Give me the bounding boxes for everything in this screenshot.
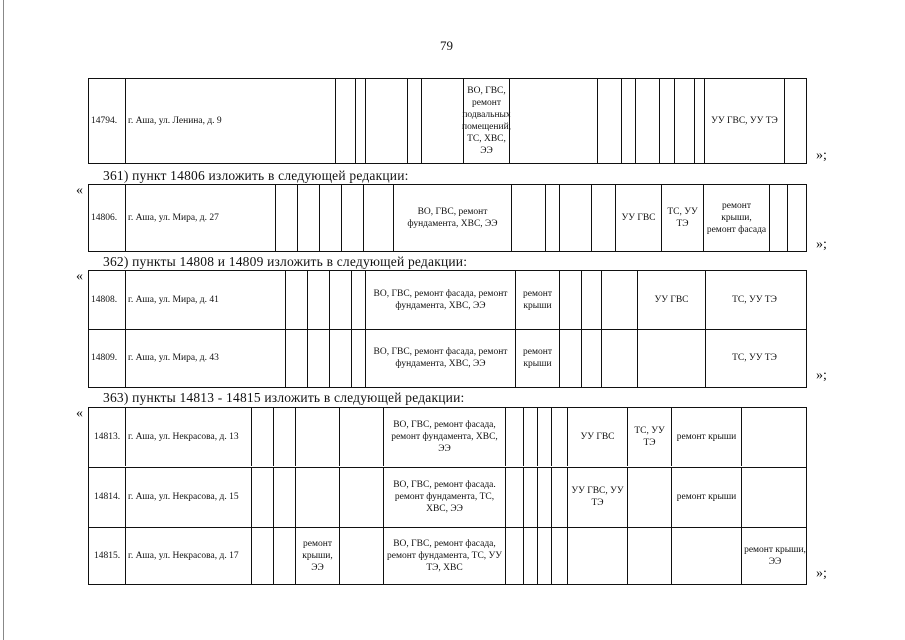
empty-cell [671, 527, 741, 584]
empty-cell [285, 329, 307, 387]
empty-cell [307, 271, 329, 329]
empty-cell [559, 271, 581, 329]
empty-cell [339, 408, 383, 466]
empty-cell [597, 79, 621, 163]
table-14794 [88, 78, 807, 164]
empty-cell [365, 79, 407, 163]
row-works: ВО, ГВС, ремонт фасада, ремонт фундамента, ХВС, ЭЭ [365, 329, 515, 387]
table-14808-14809 [88, 270, 807, 388]
row-address: г. Аша, ул. Некрасова, д. 13 [125, 408, 251, 466]
empty-cell [523, 408, 537, 466]
empty-cell [567, 527, 627, 584]
row-meters: УУ ГВС, УУ ТЭ [567, 467, 627, 527]
empty-cell [674, 79, 694, 163]
empty-cell [551, 408, 567, 466]
empty-cell [621, 79, 635, 163]
empty-cell [421, 79, 463, 163]
row-works-cell [509, 79, 597, 163]
row-number: 14806. [91, 213, 118, 223]
page-number: 79 [440, 38, 453, 53]
empty-cell [335, 79, 355, 163]
row-meters: УУ ГВС [615, 185, 661, 251]
section-heading-361: 361) пункт 14806 изложить в следующей редакции: [103, 168, 409, 183]
row-address: г. Аша, ул. Некрасова, д. 15 [125, 467, 251, 527]
row-number: 14809. [91, 353, 118, 363]
empty-cell [307, 329, 329, 387]
empty-cell [551, 467, 567, 527]
empty-cell [559, 185, 591, 251]
empty-cell [329, 329, 351, 387]
close-quote: »; [816, 368, 827, 383]
empty-cell [581, 271, 601, 329]
open-quote: « [76, 406, 83, 421]
empty-cell [581, 329, 601, 387]
table-row [89, 467, 806, 527]
row-address: г. Аша, ул. Мира, д. 27 [125, 185, 275, 251]
empty-cell [275, 185, 297, 251]
empty-cell [505, 467, 523, 527]
close-quote: »; [816, 566, 827, 581]
row-roof: ремонт крыши [515, 329, 559, 387]
row-works: ВО, ГВС, ремонт фасада, ремонт фундамента, ТС, УУ ТЭ, ХВС [383, 527, 505, 584]
empty-cell [339, 527, 383, 584]
row-works: ВО, ГВС, ремонт подвальных помещений, ТС, ХВС, ЭЭ [463, 79, 509, 163]
empty-cell [363, 185, 393, 251]
empty-cell [694, 79, 704, 163]
row-ts: ТС, УУ ТЭ [705, 271, 803, 329]
empty-cell [591, 185, 615, 251]
row-address: г. Аша, ул. Мира, д. 41 [125, 271, 285, 329]
table-row [89, 329, 806, 387]
section-heading-363: 363) пункты 14813 - 14815 изложить в следующей редакции: [103, 390, 465, 405]
table-row [89, 527, 806, 584]
row-number: 14814. [93, 492, 121, 502]
empty-cell [319, 185, 341, 251]
row-works: ВО, ГВС, ремонт фундамента, ХВС, ЭЭ [393, 185, 511, 251]
row-number: 14808. [91, 295, 118, 305]
row-roof: ремонт крыши [671, 467, 741, 527]
empty-cell [659, 79, 674, 163]
row-number: 14815. [93, 550, 121, 561]
row-meters: УУ ГВС, УУ ТЭ [704, 79, 784, 163]
row-early-works: ремонт крыши, ЭЭ [295, 527, 339, 584]
empty-cell [637, 329, 705, 387]
empty-cell [741, 408, 808, 466]
empty-cell [273, 527, 295, 584]
empty-cell [351, 271, 365, 329]
row-number: 14794. [91, 116, 118, 126]
row-works: ВО, ГВС, ремонт фасада, ремонт фундамента, ХВС, ЭЭ [365, 271, 515, 329]
close-quote: »; [816, 237, 827, 252]
row-works: ВО, ГВС, ремонт фасада. ремонт фундамента, ТС, ХВС, ЭЭ [383, 467, 505, 527]
empty-cell [341, 185, 363, 251]
row-roof: ремонт крыши [671, 408, 741, 466]
row-last-works: ремонт крыши, ЭЭ [741, 527, 808, 584]
row-roof: ремонт крыши, ремонт фасада [703, 185, 769, 251]
empty-cell [339, 467, 383, 527]
row-address: г. Аша, ул. Некрасова, д. 17 [125, 527, 251, 584]
empty-cell [523, 527, 537, 584]
empty-cell [537, 527, 551, 584]
open-quote: « [76, 183, 83, 198]
empty-cell [559, 329, 581, 387]
table-14806 [88, 184, 807, 252]
empty-cell [295, 408, 339, 466]
empty-cell [329, 271, 351, 329]
empty-cell [505, 527, 523, 584]
row-address: г. Аша, ул. Ленина, д. 9 [125, 79, 335, 163]
row-roof: ремонт крыши [515, 271, 559, 329]
empty-cell [601, 329, 637, 387]
empty-cell [505, 408, 523, 466]
row-number: 14813. [93, 432, 121, 442]
empty-cell [769, 185, 787, 251]
empty-cell [787, 185, 808, 251]
empty-cell [251, 408, 273, 466]
empty-cell [251, 467, 273, 527]
empty-cell [627, 467, 671, 527]
empty-cell [545, 185, 559, 251]
empty-cell [627, 527, 671, 584]
row-meters: УУ ГВС [637, 271, 705, 329]
empty-cell [537, 408, 551, 466]
empty-cell [741, 467, 808, 527]
open-quote: « [76, 269, 83, 284]
empty-cell [355, 79, 365, 163]
empty-cell [351, 329, 365, 387]
table-row [89, 271, 806, 329]
empty-cell [601, 271, 637, 329]
row-meters: УУ ГВС [567, 408, 627, 466]
empty-cell [285, 271, 307, 329]
empty-cell [537, 467, 551, 527]
empty-cell [407, 79, 421, 163]
empty-cell [273, 408, 295, 466]
page-edge-line [3, 0, 4, 640]
empty-cell [635, 79, 659, 163]
section-heading-362: 362) пункты 14808 и 14809 изложить в следующей редакции: [103, 254, 468, 269]
empty-cell [784, 79, 796, 163]
row-works: ВО, ГВС, ремонт фасада, ремонт фундамента, ХВС, ЭЭ [383, 408, 505, 466]
row-ts: ТС, УУ ТЭ [661, 185, 703, 251]
empty-cell [295, 467, 339, 527]
empty-cell [511, 185, 545, 251]
row-address: г. Аша, ул. Мира, д. 43 [125, 329, 285, 387]
close-quote: »; [816, 148, 827, 163]
empty-cell [273, 467, 295, 527]
row-ts: ТС, УУ ТЭ [627, 408, 671, 466]
empty-cell [551, 527, 567, 584]
row-ts: ТС, УУ ТЭ [705, 329, 803, 387]
table-14813-14815 [88, 407, 807, 585]
table-row [89, 408, 806, 466]
empty-cell [523, 467, 537, 527]
empty-cell [297, 185, 319, 251]
empty-cell [251, 527, 273, 584]
